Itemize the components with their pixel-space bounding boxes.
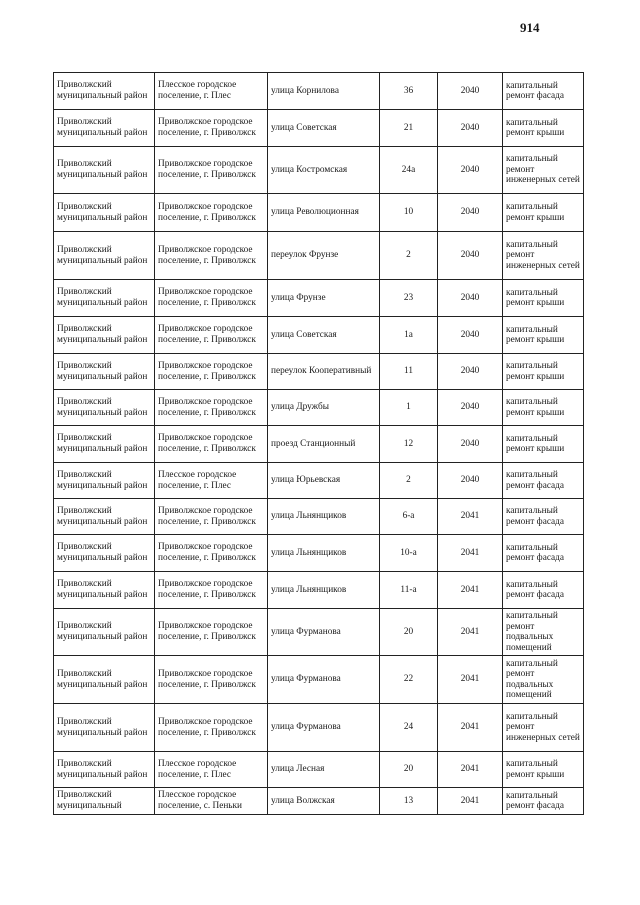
work-type-cell: капитальный ремонт фасада: [503, 788, 584, 815]
work-type-cell: капитальный ремонт крыши: [503, 354, 584, 390]
house-number-cell: 12: [380, 426, 438, 463]
table-row: [54, 390, 584, 426]
settlement-cell: Приволжское городское поселение, г. Приволжск: [155, 194, 268, 232]
district-cell: Приволжский муниципальный район: [54, 110, 155, 147]
work-type-cell: капитальный ремонт крыши: [503, 194, 584, 232]
district-cell: Приволжский муниципальный район: [54, 704, 155, 752]
year-cell: 2040: [438, 354, 503, 390]
table-row: [54, 463, 584, 499]
district-cell: Приволжский муниципальный район: [54, 194, 155, 232]
district-cell: Приволжский муниципальный район: [54, 656, 155, 704]
year-cell: 2040: [438, 232, 503, 280]
table-row: [54, 535, 584, 572]
settlement-cell: Плесское городское поселение, г. Плес: [155, 752, 268, 788]
table-row: [54, 232, 584, 280]
work-type-cell: капитальный ремонт инженерных сетей: [503, 704, 584, 752]
year-cell: 2040: [438, 110, 503, 147]
street-cell: улица Революционная: [268, 194, 380, 232]
settlement-cell: Приволжское городское поселение, г. Приволжск: [155, 704, 268, 752]
year-cell: 2040: [438, 390, 503, 426]
house-number-cell: 13: [380, 788, 438, 815]
street-cell: улица Советская: [268, 110, 380, 147]
district-cell: Приволжский муниципальный: [54, 788, 155, 815]
district-cell: Приволжский муниципальный район: [54, 73, 155, 110]
district-cell: Приволжский муниципальный район: [54, 609, 155, 656]
street-cell: улица Льнянщиков: [268, 535, 380, 572]
table-row: [54, 317, 584, 354]
work-type-cell: капитальный ремонт крыши: [503, 110, 584, 147]
street-cell: улица Советская: [268, 317, 380, 354]
year-cell: 2040: [438, 280, 503, 317]
street-cell: улица Фрунзе: [268, 280, 380, 317]
house-number-cell: 6-а: [380, 499, 438, 535]
district-cell: Приволжский муниципальный район: [54, 535, 155, 572]
street-cell: улица Лесная: [268, 752, 380, 788]
settlement-cell: Приволжское городское поселение, г. Приволжск: [155, 572, 268, 609]
table-row: [54, 704, 584, 752]
street-cell: улица Льнянщиков: [268, 499, 380, 535]
work-type-cell: капитальный ремонт фасада: [503, 572, 584, 609]
street-cell: переулок Фрунзе: [268, 232, 380, 280]
settlement-cell: Приволжское городское поселение, г. Приволжск: [155, 535, 268, 572]
street-cell: улица Юрьевская: [268, 463, 380, 499]
year-cell: 2041: [438, 704, 503, 752]
table-row: [54, 280, 584, 317]
house-number-cell: 22: [380, 656, 438, 704]
house-number-cell: 20: [380, 752, 438, 788]
table-row: [54, 609, 584, 656]
year-cell: 2041: [438, 656, 503, 704]
table-row: [54, 354, 584, 390]
district-cell: Приволжский муниципальный район: [54, 752, 155, 788]
work-type-cell: капитальный ремонт фасада: [503, 499, 584, 535]
work-type-cell: капитальный ремонт инженерных сетей: [503, 232, 584, 280]
settlement-cell: Плесское городское поселение, г. Плес: [155, 73, 268, 110]
house-number-cell: 11-а: [380, 572, 438, 609]
district-cell: Приволжский муниципальный район: [54, 390, 155, 426]
work-type-cell: капитальный ремонт крыши: [503, 280, 584, 317]
district-cell: Приволжский муниципальный район: [54, 232, 155, 280]
work-type-cell: капитальный ремонт подвальных помещений: [503, 609, 584, 656]
work-type-cell: капитальный ремонт крыши: [503, 426, 584, 463]
house-number-cell: 2: [380, 463, 438, 499]
district-cell: Приволжский муниципальный район: [54, 280, 155, 317]
house-number-cell: 1а: [380, 317, 438, 354]
year-cell: 2041: [438, 499, 503, 535]
district-cell: Приволжский муниципальный район: [54, 317, 155, 354]
table-row: [54, 499, 584, 535]
settlement-cell: Приволжское городское поселение, г. Приволжск: [155, 110, 268, 147]
settlement-cell: Плесское городское поселение, с. Пеньки: [155, 788, 268, 815]
district-cell: Приволжский муниципальный район: [54, 147, 155, 194]
settlement-cell: Приволжское городское поселение, г. Приволжск: [155, 426, 268, 463]
year-cell: 2040: [438, 317, 503, 354]
street-cell: улица Волжская: [268, 788, 380, 815]
table-row: [54, 147, 584, 194]
housing-repair-table: [53, 72, 584, 815]
house-number-cell: 36: [380, 73, 438, 110]
table-row: [54, 110, 584, 147]
house-number-cell: 24а: [380, 147, 438, 194]
street-cell: улица Фурманова: [268, 609, 380, 656]
year-cell: 2040: [438, 147, 503, 194]
house-number-cell: 23: [380, 280, 438, 317]
year-cell: 2040: [438, 73, 503, 110]
street-cell: улица Фурманова: [268, 704, 380, 752]
street-cell: улица Фурманова: [268, 656, 380, 704]
table-row: [54, 73, 584, 110]
street-cell: улица Корнилова: [268, 73, 380, 110]
house-number-cell: 11: [380, 354, 438, 390]
work-type-cell: капитальный ремонт подвальных помещений: [503, 656, 584, 704]
year-cell: 2040: [438, 426, 503, 463]
district-cell: Приволжский муниципальный район: [54, 463, 155, 499]
work-type-cell: капитальный ремонт крыши: [503, 390, 584, 426]
table-row: [54, 426, 584, 463]
settlement-cell: Плесское городское поселение, г. Плес: [155, 463, 268, 499]
work-type-cell: капитальный ремонт фасада: [503, 73, 584, 110]
district-cell: Приволжский муниципальный район: [54, 354, 155, 390]
street-cell: проезд Станционный: [268, 426, 380, 463]
year-cell: 2041: [438, 752, 503, 788]
settlement-cell: Приволжское городское поселение, г. Приволжск: [155, 354, 268, 390]
table-row: [54, 752, 584, 788]
settlement-cell: Приволжское городское поселение, г. Приволжск: [155, 317, 268, 354]
year-cell: 2041: [438, 535, 503, 572]
house-number-cell: 10: [380, 194, 438, 232]
table-row: [54, 194, 584, 232]
settlement-cell: Приволжское городское поселение, г. Приволжск: [155, 656, 268, 704]
settlement-cell: Приволжское городское поселение, г. Приволжск: [155, 147, 268, 194]
settlement-cell: Приволжское городское поселение, г. Приволжск: [155, 609, 268, 656]
table-row: [54, 788, 584, 815]
work-type-cell: капитальный ремонт фасада: [503, 463, 584, 499]
settlement-cell: Приволжское городское поселение, г. Приволжск: [155, 499, 268, 535]
settlement-cell: Приволжское городское поселение, г. Приволжск: [155, 232, 268, 280]
street-cell: улица Льнянщиков: [268, 572, 380, 609]
district-cell: Приволжский муниципальный район: [54, 499, 155, 535]
street-cell: улица Дружбы: [268, 390, 380, 426]
year-cell: 2041: [438, 572, 503, 609]
year-cell: 2041: [438, 609, 503, 656]
district-cell: Приволжский муниципальный район: [54, 572, 155, 609]
work-type-cell: капитальный ремонт фасада: [503, 535, 584, 572]
year-cell: 2041: [438, 788, 503, 815]
street-cell: улица Костромская: [268, 147, 380, 194]
table-row: [54, 656, 584, 704]
house-number-cell: 2: [380, 232, 438, 280]
street-cell: переулок Кооперативный: [268, 354, 380, 390]
settlement-cell: Приволжское городское поселение, г. Приволжск: [155, 280, 268, 317]
year-cell: 2040: [438, 463, 503, 499]
year-cell: 2040: [438, 194, 503, 232]
work-type-cell: капитальный ремонт инженерных сетей: [503, 147, 584, 194]
settlement-cell: Приволжское городское поселение, г. Приволжск: [155, 390, 268, 426]
house-number-cell: 21: [380, 110, 438, 147]
page-number: 914: [520, 20, 540, 35]
house-number-cell: 1: [380, 390, 438, 426]
table-row: [54, 572, 584, 609]
house-number-cell: 24: [380, 704, 438, 752]
district-cell: Приволжский муниципальный район: [54, 426, 155, 463]
house-number-cell: 20: [380, 609, 438, 656]
work-type-cell: капитальный ремонт крыши: [503, 752, 584, 788]
house-number-cell: 10-а: [380, 535, 438, 572]
work-type-cell: капитальный ремонт крыши: [503, 317, 584, 354]
